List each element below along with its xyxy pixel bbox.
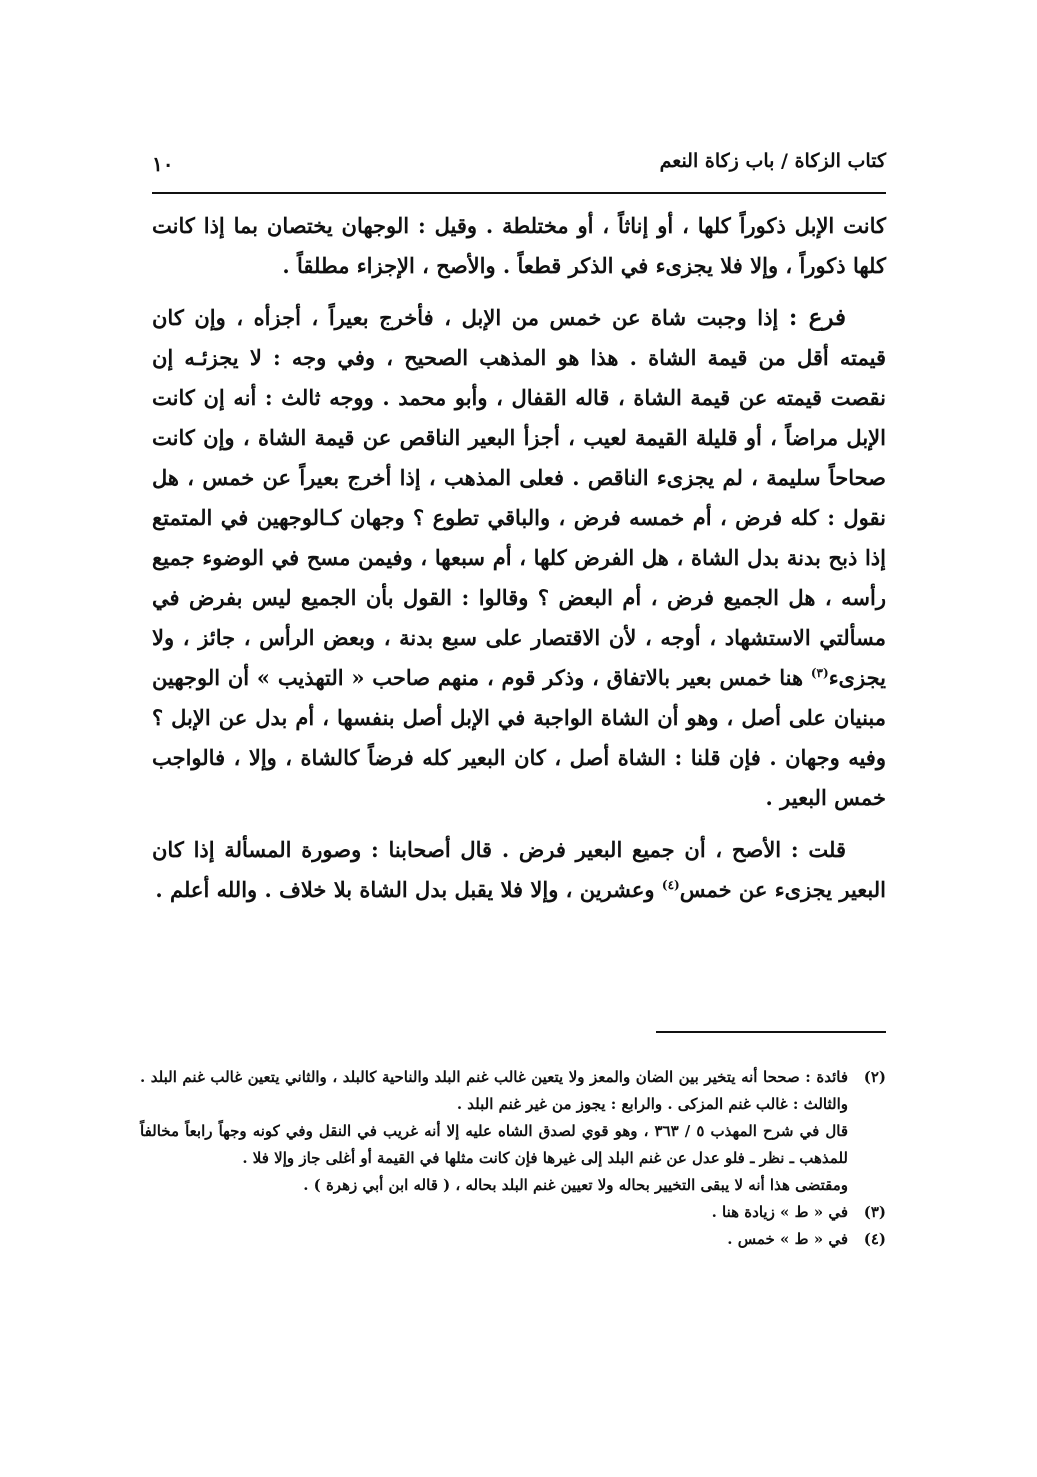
running-header [152, 146, 886, 186]
footnote-ref-3: (٣) [810, 666, 829, 680]
paragraph-1-text: كانت الإبل ذكوراً كلها ، أو إناثاً ، أو مختلطة . وقيل : الوجهان يختصان بما إذا كانت كلها ذكوراً ، وإلا فلا يجزىء في الذكر قطعاً . والأصح ، الإجزاء مطلقاً . [152, 213, 886, 278]
paragraph-3 [152, 830, 886, 910]
section-label: فرع : [788, 304, 847, 331]
footnote-3-marker: (٣) [863, 1203, 886, 1221]
main-text [152, 206, 886, 922]
footnote-2 [140, 1064, 886, 1118]
footnote-2-continuation-1: قال في شرح المهذب ٥ / ٣٦٣ ، وهو قوي لصدق الشاه عليه إلا أنه غريب في النقل وفي كونه وجهاً رابعاً مخالفاً للمذهب ـ نظر ـ فلو عدل عن غنم البلد إلى غيرها فإن كانت مثلها في القيمة أو أغلى جاز وإلا فلا . [140, 1122, 848, 1167]
footnote-4-text: في « ط » خمس . [727, 1230, 848, 1248]
paragraph-2-text-a: إذا وجبت شاة عن خمس من الإبل ، فأخرج بعيراً ، أجزأه ، وإن كان قيمته أقل من قيمة الشاة . هذا هو المذهب الصحيح ، وفي وجه : لا يجزئـه إن نقصت قيمته عن قيمة الشاة ، قاله القفال ، وأبو محمد . ووجه ثالث : أنه إن كانت الإبل مراضاً ، أو قليلة القيمة لعيب ، أجزأ البعير الناقص عن قيمة الشاة ، وإن كانت صحاحاً سليمة ، لم يجزىء الناقص . فعلى المذهب ، إذا أخرج بعيراً عن خمس ، هل نقول : كله فرض ، أم خمسه فرض ، والباقي تطوع ؟ وجهان كـالوجهين في المتمتع إذا ذبح بدنة بدل الشاة ، هل الفرض كلها ، أم سبعها ، وفيمن مسح في الوضوء جميع رأسه ، هل الجميع فرض ، أم البعض ؟ وقالوا : القول بأن الجميع ليس بفرض في مسألتي الاستشهاد ، أوجه ، لأن الاقتصار على سبع بدنة ، وبعض الرأس ، جائز ، ولا يجزىء [152, 305, 886, 690]
footnote-2-marker: (٢) [863, 1068, 886, 1086]
paragraph-3-text-a: قلت : الأصح ، أن جميع البعير فرض . قال أصحابنا : وصورة المسألة إذا كان البعير يجزىء عن خمس [152, 837, 886, 902]
footnotes [140, 1064, 886, 1253]
chapter-title: كتاب الزكاة / باب زكاة النعم [659, 150, 886, 172]
footnote-3 [140, 1199, 886, 1226]
footnote-2-text: فائدة : صححا أنه يتخير بين الضان والمعز ولا يتعين غالب غنم البلد والناحية كالبلد ، والثاني يتعين غالب غنم البلد . والثالث : غالب غنم المزكى . والرابع : يجوز من غير غنم البلد . [140, 1068, 848, 1113]
page-number: ١٠ [152, 152, 174, 176]
footnote-4-marker: (٤) [863, 1230, 886, 1248]
paragraph-1 [152, 206, 886, 286]
footnote-4 [140, 1226, 886, 1253]
paragraph-2-text-b: هنا خمس بعير بالاتفاق ، وذكر قوم ، منهم صاحب « التهذيب » أن الوجهين مبنيان على أصل ، وهو أن الشاة الواجبة في الإبل أصل بنفسها ، أم بدل عن الإبل ؟ وفيه وجهان . فإن قلنا : الشاة أصل ، كان البعير كله فرضاً كالشاة ، وإلا ، فالواجب خمس البعير . [152, 665, 886, 810]
footnote-2-continuation-2: ومقتضى هذا أنه لا يبقى التخيير بحاله ولا تعيين غنم البلد بحاله ، ( قاله ابن أبي زهرة ) . [303, 1176, 848, 1194]
paragraph-3-text-b: وعشرين ، وإلا فلا يقبل بدل الشاة بلا خلاف . والله أعلم . [155, 877, 662, 902]
footnote-3-text: في « ط » زيادة هنا . [711, 1203, 848, 1221]
footnote-divider [656, 1031, 886, 1033]
header-divider [152, 192, 886, 194]
footnote-ref-4: (٤) [661, 878, 680, 892]
paragraph-2 [152, 298, 886, 818]
